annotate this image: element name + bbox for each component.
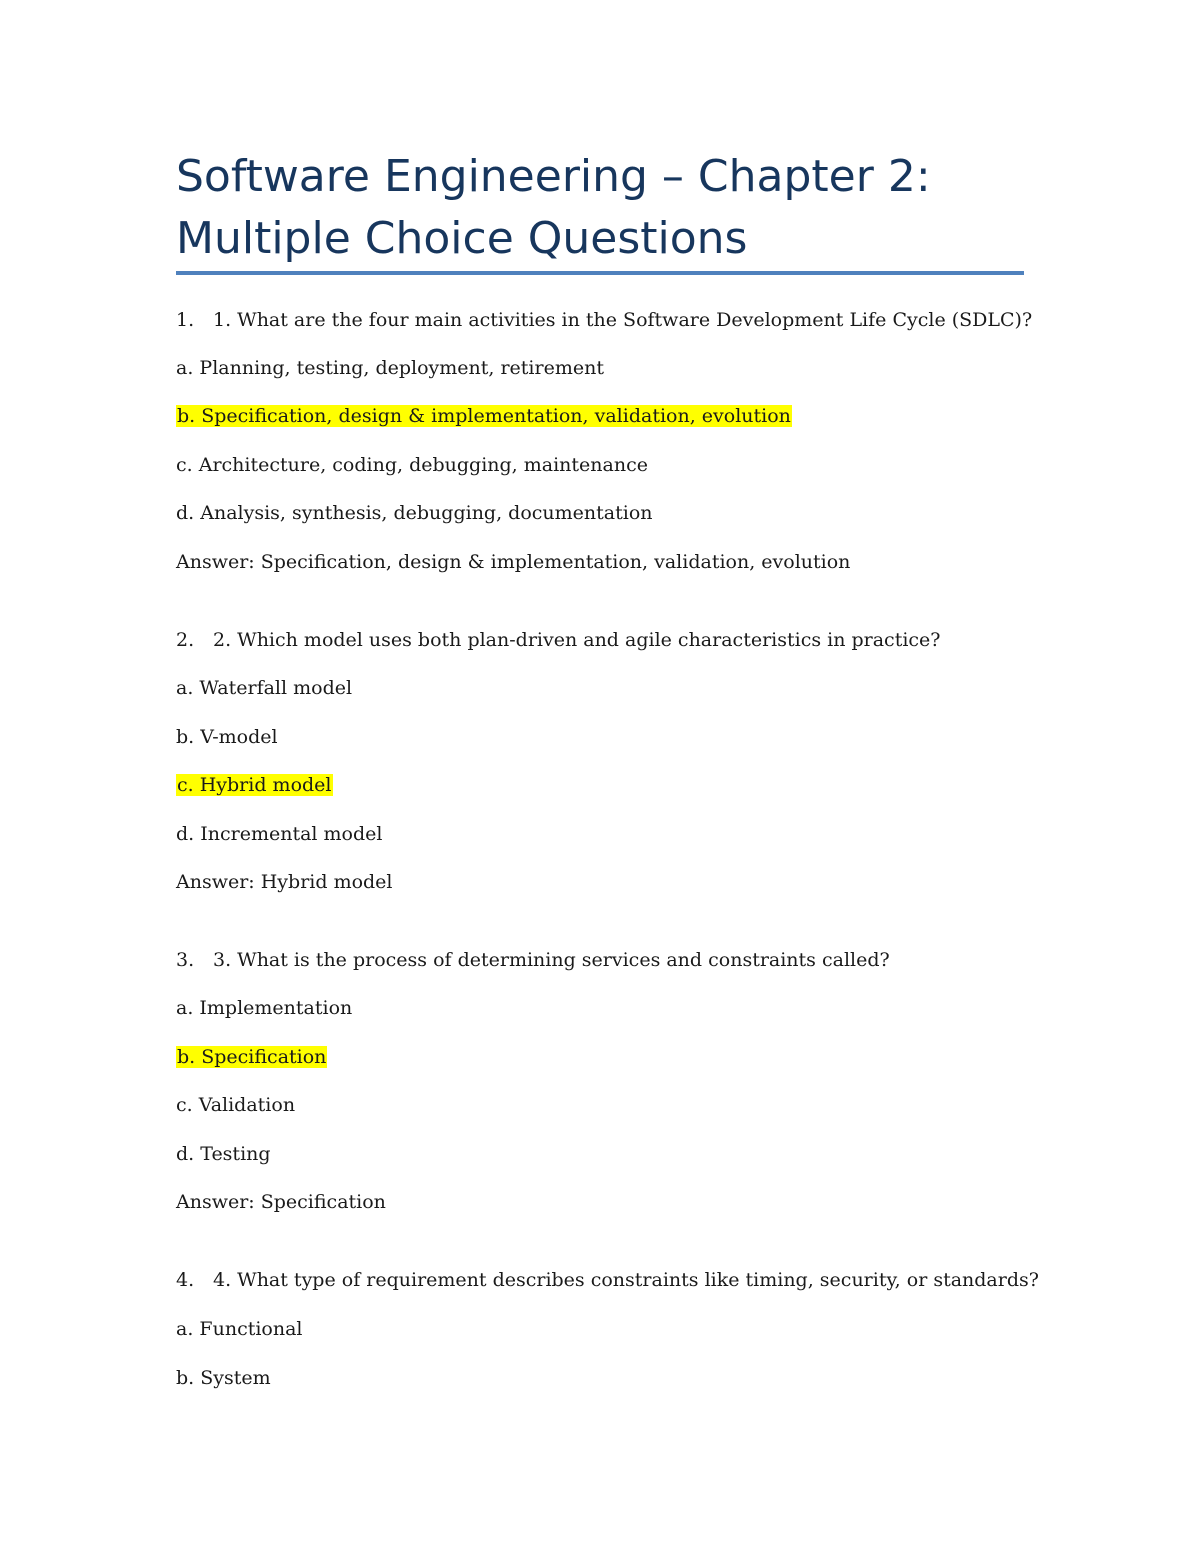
question-3-number: 3. [176, 949, 195, 971]
highlighted-correct-option: b. Specification [177, 1046, 327, 1068]
highlighted-correct-option: b. Specification, design & implementation, validation, evolution [177, 405, 791, 427]
question-2-option-a: a. Waterfall model [176, 677, 353, 699]
question-1-answer: Answer: Specification, design & implementation, validation, evolution [176, 551, 851, 573]
question-1-option-c: c. Architecture, coding, debugging, maintenance [176, 454, 648, 476]
question-2-text: 2. Which model uses both plan-driven and agile characteristics in practice? [213, 629, 941, 651]
question-3-option-a: a. Implementation [176, 997, 353, 1019]
title-line-1: Software Engineering – Chapter 2: [176, 151, 931, 202]
question-2-answer: Answer: Hybrid model [176, 871, 393, 893]
page-title [176, 146, 1026, 270]
question-3 [176, 948, 890, 972]
question-2-number: 2. [176, 629, 195, 651]
question-3-option-b [176, 1045, 327, 1069]
question-1-number: 1. [176, 309, 195, 331]
question-2 [176, 628, 940, 652]
question-3-answer: Answer: Specification [176, 1191, 386, 1213]
question-2-option-d: d. Incremental model [176, 823, 383, 845]
question-4-option-b: b. System [176, 1367, 271, 1389]
title-underline [176, 271, 1024, 275]
question-3-option-c: c. Validation [176, 1094, 296, 1116]
question-3-text: 3. What is the process of determining services and constraints called? [213, 949, 890, 971]
question-1 [176, 308, 1032, 332]
question-2-option-c [176, 773, 333, 797]
highlighted-correct-option: c. Hybrid model [177, 774, 332, 796]
title-line-2: Multiple Choice Questions [176, 213, 748, 264]
question-4-number: 4. [176, 1269, 195, 1291]
question-4-option-a: a. Functional [176, 1318, 303, 1340]
question-3-option-d: d. Testing [176, 1143, 271, 1165]
question-1-option-a: a. Planning, testing, deployment, retirement [176, 357, 604, 379]
question-1-option-b [176, 404, 792, 428]
question-2-option-b: b. V-model [176, 726, 278, 748]
question-1-option-d: d. Analysis, synthesis, debugging, documentation [176, 502, 653, 524]
question-4-text: 4. What type of requirement describes constraints like timing, security, or standards? [213, 1269, 1039, 1291]
question-1-text: 1. What are the four main activities in the Software Development Life Cycle (SDLC)? [213, 309, 1033, 331]
question-4 [176, 1268, 1039, 1292]
